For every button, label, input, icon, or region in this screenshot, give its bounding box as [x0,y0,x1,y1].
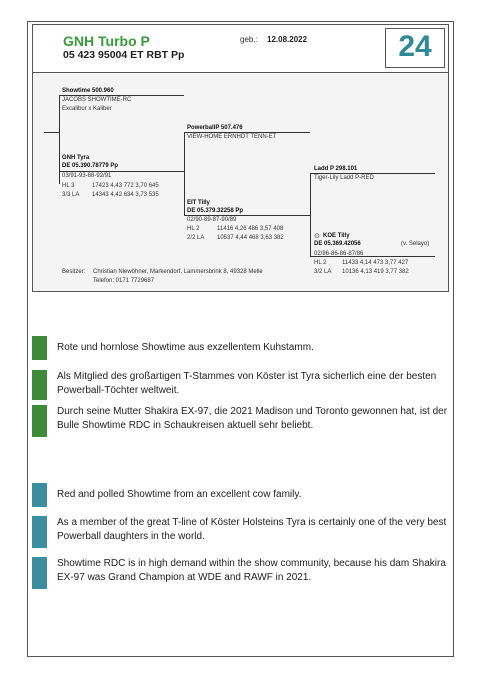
great-grand-dam-lactation-label: HL 2 [314,260,327,266]
birth-date: 12.08.2022 [267,35,308,44]
sire-full-name: JACOBS SHOWTIME-RC [62,97,132,103]
grand-dam-lactation-label: 2/2 LA [187,235,205,241]
grand-dam-parents-bracket [310,173,311,257]
great-grand-dam-lactation-values: 11433 4,14 473 3,77 427 [342,260,409,266]
maternal-grandsire-connector [184,132,310,133]
description-text: Red and polled Showtime from an excellent cow family. [57,489,302,500]
pedigree-header [33,25,448,73]
owner-phone: Telefon: 0171 7729687 [93,278,155,284]
description-text: Als Mitglied des großartigen T-Stammes von Köster ist Tyra sicherlich eine der besten Powerball-Töchter weltweit. [57,371,437,396]
sire-pedigree: Excalibur x Kaliber [62,106,112,112]
description-en-3 [36,557,456,589]
maternal-grandsire-full-name: VIEW-HOME ERNHDT TENN-ET [187,134,277,140]
dam-lactation-label: HL 3 [62,183,75,189]
grand-dam-lactation-label: HL 2 [187,226,200,232]
lot-number: 24 [398,30,432,63]
pedigree-card [32,24,449,292]
description-text: Rote und hornlose Showtime aus exzellentem Kuhstamm. [57,342,314,353]
grand-dam-classification: 02/90-89-87-90/89 [187,217,237,223]
great-grandsire-name: Ladd P 298.101 [314,166,358,172]
description-text: As a member of the great T-line of Köster Holsteins Tyra is certainly one of the very best Powerball daughters in the world. [57,517,447,542]
great-grand-dam-registration: DE 05.369.42056 [314,241,361,247]
description-de-2 [36,370,456,400]
great-grand-dam-classification: 02/86-86-86-87/86 [314,251,364,257]
dam-classification: 03/91-93-88-92/91 [62,173,112,179]
description-en-2 [36,516,456,548]
blue-bullet [32,516,47,548]
description-de-3 [36,405,456,437]
description-text: Showtime RDC is in high demand within the show community, because his dam Shakira EX-97 was Grand Champion at WDE and RAWF in 2021. [57,558,446,583]
owner-label: Besitzer: [62,269,86,275]
great-grand-dam-lactation-values: 10136 4,13 419 3,77 382 [342,269,409,275]
bull-name: GNH Turbo P [63,33,150,49]
grand-dam-registration: DE 05.379.32258 Pp [187,208,244,214]
dam-registration: DE 05.390.78779 Pp [62,163,119,169]
blue-bullet [32,557,47,589]
grand-dam-name: EIT Tilly [187,200,210,206]
root-connector [44,132,59,133]
great-grandsire-full-name: Tiger-Lily Ladd P-RED [314,175,374,181]
owner-address: Christian Niewöhner, Markendorf, Lammersbrink 8, 49328 Melle [93,269,263,275]
dam-lactation-values: 14343 4,42 634 3,73 535 [92,192,159,198]
sire-connector [59,95,184,96]
maternal-grandsire-name: PowerballP 507.476 [187,125,243,131]
sire-name: Showtime 500.960 [62,88,114,94]
description-text: Durch seine Mutter Shakira EX-97, die 2021 Madison und Toronto gewonnen hat, ist der Bulle Showtime RDC in Schaukreisen aktuell sehr beliebt. [57,406,448,431]
great-grand-dam-name: KOE Tilly [323,233,350,239]
dam-connector [59,171,185,172]
dam-name: GNH Tyra [62,155,90,161]
dam-lactation-label: 3/3 LA [62,192,80,198]
grand-dam-lactation-values: 10537 4,44 468 3,63 382 [217,235,284,241]
grand-dam-connector [184,215,310,216]
blue-bullet [32,483,47,507]
circle-dot-icon: ⊙ [314,233,320,240]
grand-dam-lactation-values: 11416 4,26 486 3,57 408 [217,226,284,232]
lot-number-box [385,28,445,68]
great-grand-dam-note: (v. Selayo) [401,241,430,247]
great-grand-dam-lactation-label: 3/2 LA [314,269,332,275]
dam-lactation-values: 17423 4,43 772 3,70 645 [92,183,159,189]
birth-date-label: geb.: [240,35,258,44]
green-bullet [32,405,47,437]
great-grandsire-connector [310,173,435,174]
green-bullet [32,336,47,360]
bull-registration: 05 423 95004 ET RBT Pp [63,49,185,61]
description-en-1 [36,483,456,507]
green-bullet [32,370,47,400]
description-de-1 [36,336,456,360]
dam-parents-bracket [184,132,185,216]
